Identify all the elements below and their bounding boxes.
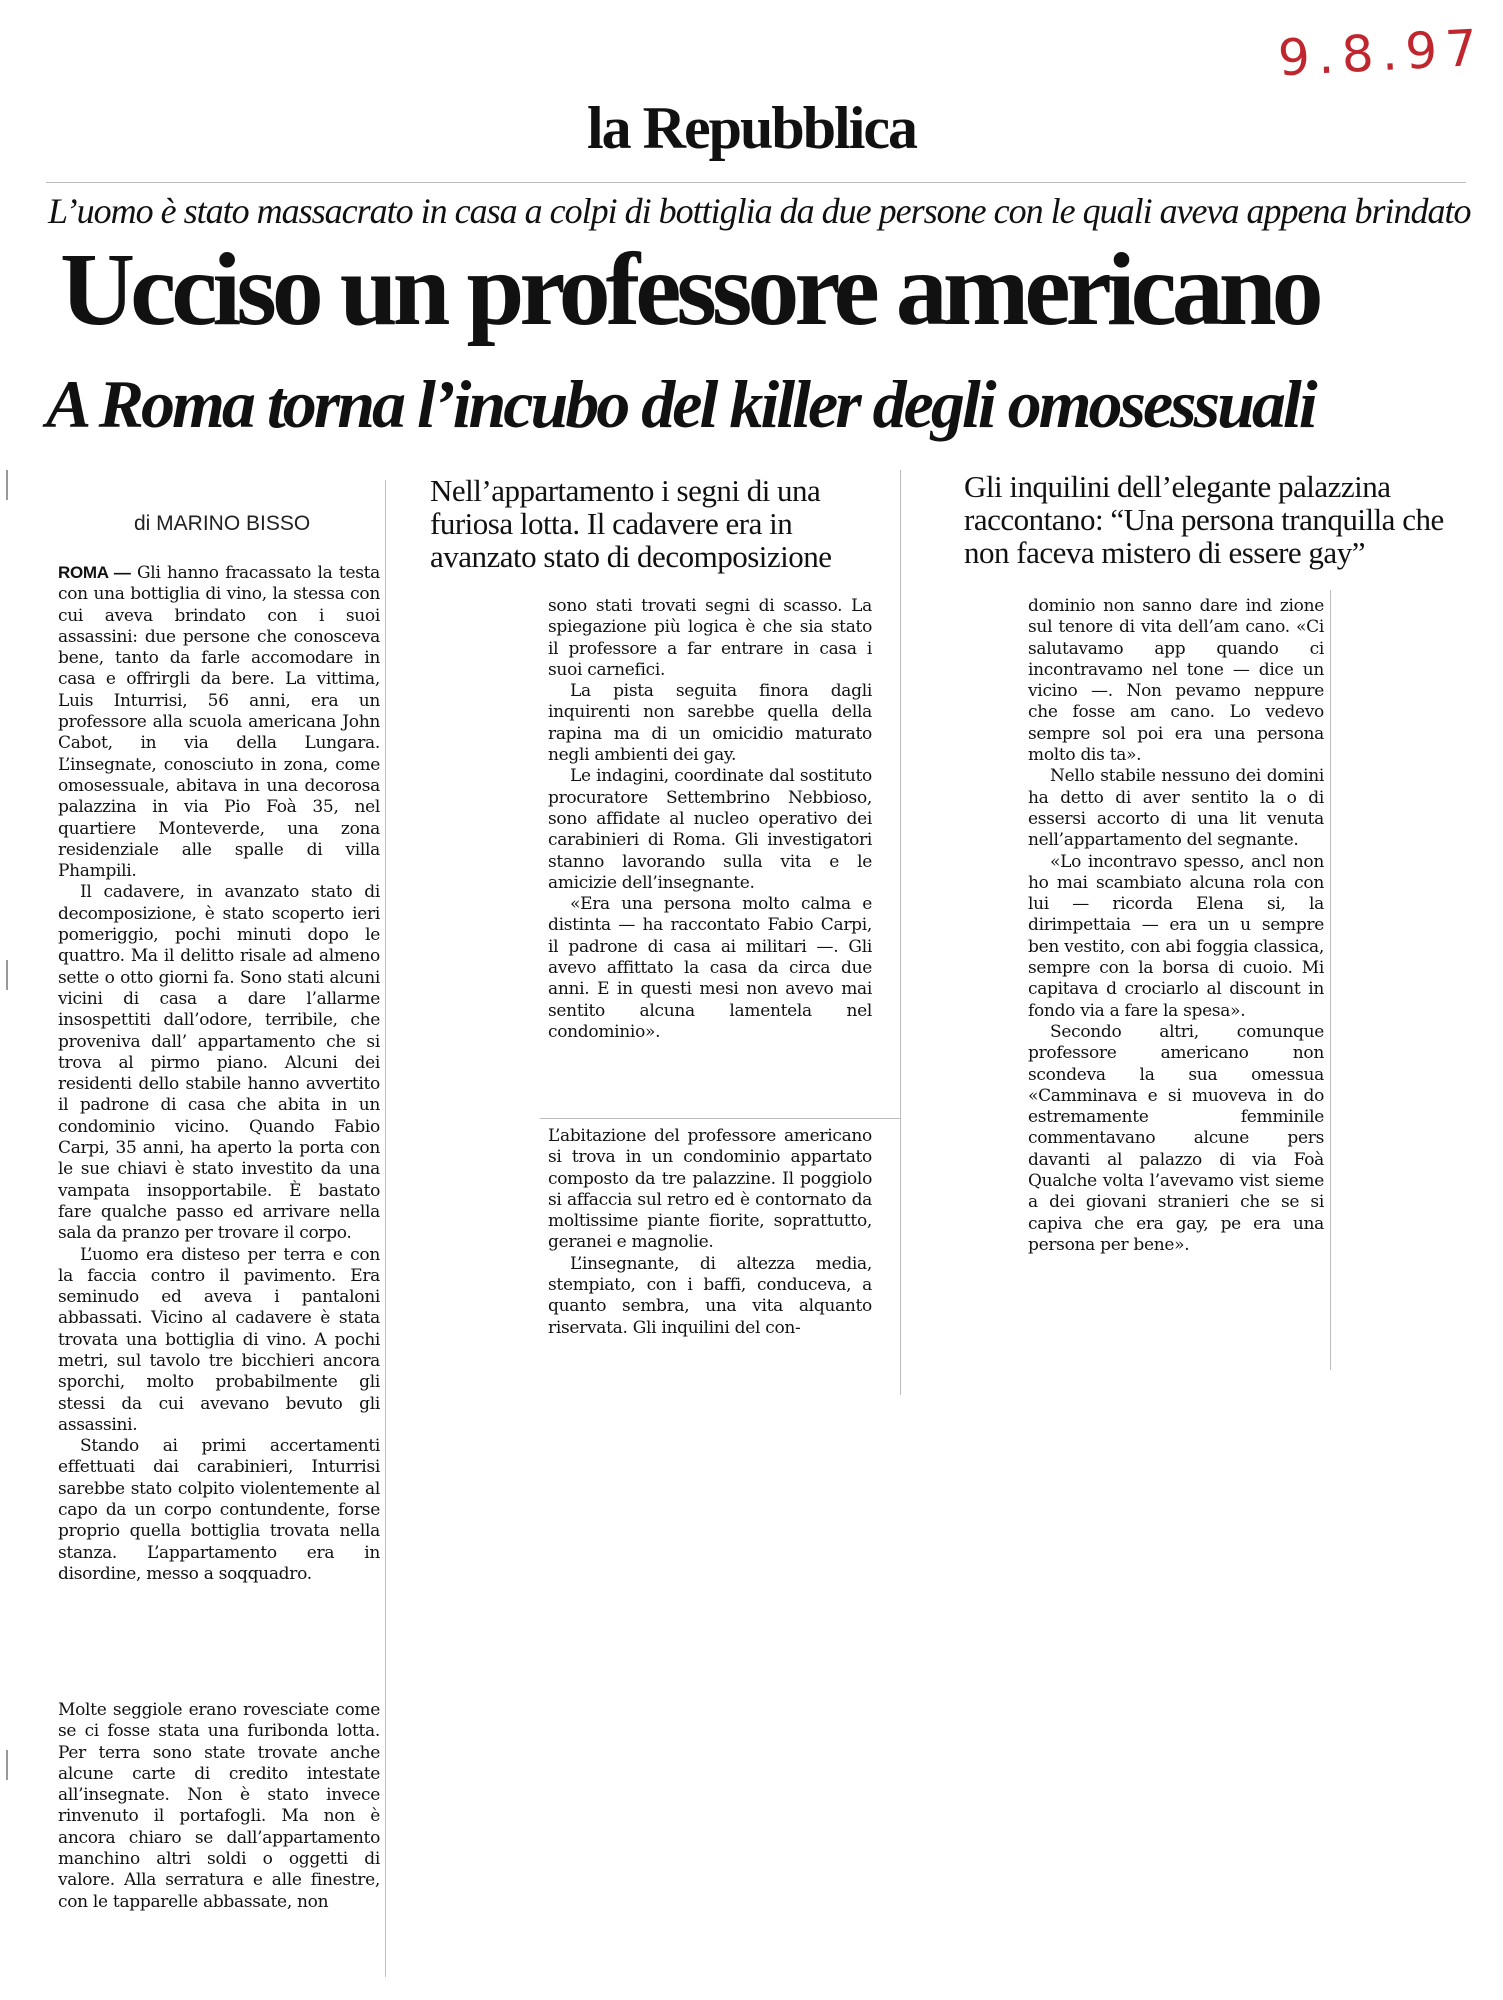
article-paragraph: dominio non sanno dare ind zione sul tenore di vita dell’am cano. «Ci salutavamo app quando ci incontravamo nel tone — dice un vicino —. Non pevamo neppure che fosse am cano. Lo vedevo sempre sol poi era una persona molto dis ta». xyxy=(1028,596,1324,766)
article-paragraph: La pista seguita finora dagli inquirenti non sarebbe quella della rapina ma di un omicidio maturato negli ambienti dei gay. xyxy=(548,681,872,766)
article-paragraph: L’insegnante, di altezza media, stempiato, con i baffi, conduceva, a quanto sembra, una vita alquanto riservata. Gli inquilini del con- xyxy=(548,1253,872,1338)
article-column-2-continued xyxy=(548,1126,872,1339)
article-column-3 xyxy=(1028,596,1324,1256)
kicker: L’uomo è stato massacrato in casa a colpi di bottiglia da due persone con le quali aveva appena brindato xyxy=(48,191,1471,231)
article-paragraph: Le indagini, coordinate dal sostituto procuratore Settembrino Nebbioso, sono affidate al nucleo operativo dei carabinieri di Roma. Gli investigatori stanno lavorando sulla vita e le amicizie dell’insegnante. xyxy=(548,766,872,893)
article-paragraph: ROMA — Gli hanno fracassato la testa con una bottiglia di vino, la stessa con cui aveva brindato con i suoi assassini: due persone che conosceva bene, tanto da farle accomodare in casa e offrirgli da bere. La vittima, Luis Inturrisi, 56 anni, era un professore alla scuola americana John Cabot, in via della Lungara. L’insegnate, conosciuto in zona, come omosessuale, abitava in una decorosa palazzina in via Pio Foà 35, nel quartiere Monteverde, una zona residenziale alle spalle di villa Phampili. xyxy=(58,563,380,882)
subheadline: A Roma torna l’incubo del killer degli omosessuali xyxy=(46,366,1315,442)
byline: di MARINO BISSO xyxy=(134,512,311,535)
newspaper-masthead: la Repubblica xyxy=(586,95,917,161)
article-paragraph: L’abitazione del professore americano si trova in un condominio appartato composto da tre palazzine. Il poggiolo si affaccia sul retro ed è contornato da moltissime piante fiorite, soprattutto, geranei e magnolie. xyxy=(548,1126,872,1253)
clipping-edge xyxy=(46,182,1466,183)
deck-column-2: Nell’appartamento i segni di una furiosa lotta. Il cadavere era in avanzato stato di decomposizione xyxy=(430,473,832,574)
handwritten-date: 9.8.97 xyxy=(1276,18,1487,88)
article-paragraph: «Era una persona molto calma e distinta — ha raccontato Fabio Carpi, il padrone di casa ai militari —. Gli avevo affittato la casa da circa due anni. E in questi mesi non avevo mai sentito alcuna lamentela nel condominio». xyxy=(548,894,872,1042)
article-paragraph: sono stati trovati segni di scasso. La spiegazione più logica è che sia stato il professore a far entrare in casa i suoi carnefici. xyxy=(548,596,872,680)
article-paragraph: Il cadavere, in avanzato stato di decomposizione, è stato scoperto ieri pomeriggio, pochi minuti dopo le quattro. Ma il delitto risale ad almeno sette o otto giorni fa. Sono stati alcuni vicini di casa a dare l’allarme insospettiti dall’odore, terribile, che proveniva dall’ appartamento che si trova al pirmo piano. Alcuni dei residenti dello stabile hanno avvertito il padrone di casa che abita in un condominio vicino. Quando Fabio Carpi, 35 anni, ha aperto la porta con le sue chiavi è stato investito da una vampata insopportabile. È bastato fare qualche passo ed arrivare nella sala da pranzo per trovare il corpo. xyxy=(58,882,380,1244)
clipping-edge xyxy=(385,1702,386,1977)
clipping-edge xyxy=(540,1118,900,1119)
article-paragraph: L’uomo era disteso per terra e con la faccia contro il pavimento. Era seminudo ed aveva i pantaloni abbassati. Vicino al cadavere è stata trovata una bottiglia di vino. A pochi metri, sul tavolo tre bicchieri ancora sporchi, molto probabilmente gli stessi da cui avevano bevuto gli assassini. xyxy=(58,1244,380,1435)
article-column-1 xyxy=(58,562,380,1585)
headline: Ucciso un professore americano xyxy=(60,232,1319,347)
deck-column-3: Gli inquilini dell’elegante palazzina raccontano: “Una persona tranquilla che non faceva mistero di essere gay” xyxy=(964,469,1444,570)
article-paragraph: Molte seggiole erano rovesciate come se ci fosse stata una furibonda lotta. Per terra sono state trovate anche alcune carte di credito intestate all’insegnate. Non è stato invece rinvenuto il portafogli. Ma non è ancora chiaro se dall’appartamento manchino altri soldi o oggetti di valore. Alla serratura e alle finestre, con le tapparelle abbassate, non xyxy=(58,1700,380,1912)
clipping-edge xyxy=(900,470,901,1395)
article-column-1-continued xyxy=(58,1700,380,1913)
clipping-edge xyxy=(385,480,386,1705)
article-column-2 xyxy=(548,596,872,1043)
clipping-edge xyxy=(1330,590,1331,1370)
article-paragraph: Nello stabile nessuno dei domini ha detto di aver sentito la o di essersi accorto di una lit venuta nell’appartamento del segnante. xyxy=(1028,766,1324,851)
scan-margin-mark xyxy=(6,470,8,500)
article-paragraph: Secondo altri, comunque professore americano non scondeva la sua omessua «Camminava e si muoveva in do estremamente femminile commentavano alcune pers davanti al palazzo di via Foà Qualche volta l’avevamo vist sieme a dei giovani stranieri che se si capiva che era gay, pe era una persona per bene». xyxy=(1028,1021,1324,1255)
article-paragraph: «Lo incontravo spesso, ancl non ho mai scambiato alcuna rola con lui — ricorda Elena si, la dirimpettaia — era un u sempre ben vestito, con abi foggia classica, sempre con la borsa di cuoio. Mi capitava d crociarlo al discount in fondo via a fare la spesa». xyxy=(1028,851,1324,1021)
scan-margin-mark xyxy=(6,960,8,990)
article-paragraph: Stando ai primi accertamenti effettuati dai carabinieri, Inturrisi sarebbe stato colpito violentemente al capo da un corpo contundente, forse proprio quella bottiglia trovata nella stanza. L’appartamento era in disordine, messo a soqquadro. xyxy=(58,1436,380,1584)
scan-margin-mark xyxy=(6,1750,8,1780)
dateline: ROMA — xyxy=(58,563,131,582)
